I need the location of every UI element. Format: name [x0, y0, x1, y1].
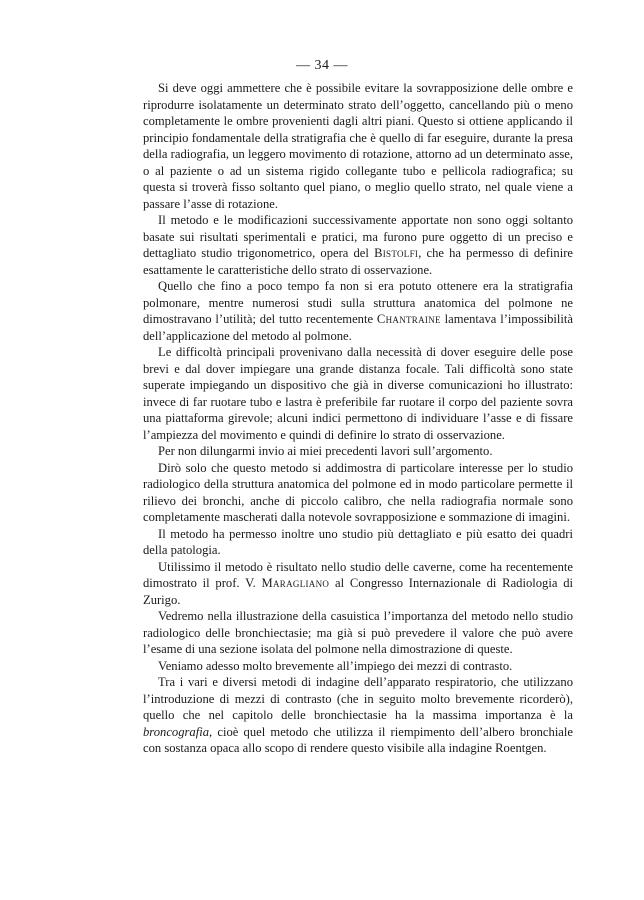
- text-segment: , che ha permesso di definire esattamente le caratteristiche dello strato di osservazione.: [143, 246, 573, 277]
- paragraph: [143, 460, 573, 526]
- text-segment: Le difficoltà principali provenivano dalla necessità di dover eseguire delle pose brevi e dal dover impiegare una grande distanza focale. Tali difficoltà sono state superate impiegando un dispositivo che già in diverse comunicazioni ho illustrato: invece di far ruotare tubo e lastra è preferibile far ruotare il corpo del paziente sovra una piattaforma girevole; alcuni indici permettono di individuare l’asse e di fissare l’ampiezza del movimento e quindi di definire lo strato di osservazione.: [143, 345, 573, 442]
- text-segment: Utilissimo il metodo è risultato nello studio delle caverne, come ha recentemente dimostrato il prof. V.: [143, 559, 573, 590]
- page-number: — 34 —: [296, 58, 348, 73]
- text-segment: Per non dilungarmi invio ai miei precedenti lavori sull’argomento.: [158, 444, 493, 458]
- paragraph: [143, 658, 573, 675]
- author-name: Maragliano: [261, 576, 330, 590]
- paragraph: [143, 80, 573, 212]
- text-segment: Quello che fino a poco tempo fa non si era potuto ottenere era la stratigrafia polmonare, mentre numerosi studi sulla struttura anatomica del polmone ne dimostravano l’utilità; del tutto recentemente: [143, 279, 573, 326]
- paragraph: [143, 608, 573, 658]
- text-segment: cioè quel metodo che utilizza il riempimento dell’albero bronchiale con sostanza opaca allo scopo di rendere questo visibile alla indagine Roentgen.: [143, 724, 573, 755]
- emphasized-term: broncografia,: [143, 724, 213, 739]
- text-segment: Vedremo nella illustrazione della casuistica l’importanza del metodo nello studio radiologico delle bronchiectasie; ma già si può prevedere il valore che può avere l’esame di una sezione isolata del polmone nella dimostrazione di queste.: [143, 609, 573, 656]
- paragraph: [143, 526, 573, 559]
- text-segment: lamentava l’impossibilità dell’applicazione del metodo al polmone.: [143, 312, 573, 343]
- text-segment: Il metodo e le modificazioni successivamente apportate non sono oggi soltanto basate sui risultati sperimentali e pratici, ma furono pure oggetto di un preciso e dettagliato studio trigonometrico, opera del: [143, 213, 573, 260]
- text-segment: Si deve oggi ammettere che è possibile evitare la sovrapposizione delle ombre e riprodurre isolatamente un determinato strato dell’oggetto, cancellando più o meno completamente le ombre provenienti dagli altri piani. Questo si ottiene applicando il principio fondamentale della stratigrafia che è quello di far eseguire, durante la presa della radiografia, un leggero movimento di rotazione, attorno ad un determinato asse, o al paziente o ad un sistema rigido collegante tubo e pellicola radiografica; su questa si troverà fisso soltanto quel piano, o meglio quello strato, nel quale viene a passare l’asse di rotazione.: [143, 81, 573, 211]
- text-segment: Il metodo ha permesso inoltre uno studio più dettagliato e più esatto dei quadri della patologia.: [143, 526, 573, 557]
- paragraph: [143, 344, 573, 443]
- paragraph: [143, 278, 573, 344]
- body-text: [143, 80, 573, 757]
- text-segment: Veniamo adesso molto brevemente all’impiego dei mezzi di contrasto.: [158, 658, 513, 673]
- text-segment: al Congresso Internazionale di Radiologia di Zurigo.: [143, 576, 573, 607]
- author-name: Chantraine: [376, 312, 441, 326]
- paragraph: [143, 559, 573, 609]
- paragraph: [143, 212, 573, 278]
- paragraph: [143, 674, 573, 757]
- author-name: Bistolfi: [374, 246, 419, 260]
- text-segment: Tra i vari e diversi metodi di indagine dell’apparato respiratorio, che utilizzano l’introduzione di mezzi di contrasto (che in seguito molto brevemente ricorderò), quello che nel capitolo delle bronchiectasie ha la massima importanza è la: [143, 675, 573, 722]
- paragraph: [143, 443, 573, 460]
- text-segment: Dirò solo che questo metodo si addimostra di particolare interesse per lo studio radiologico della struttura anatomica del polmone ed in modo particolare permette il rilievo dei bronchi, anche di piccolo calibro, che nella radiografia normale sono completamente mascherati dalla notevole sovrapposizione e sommazione di imagini.: [143, 460, 573, 524]
